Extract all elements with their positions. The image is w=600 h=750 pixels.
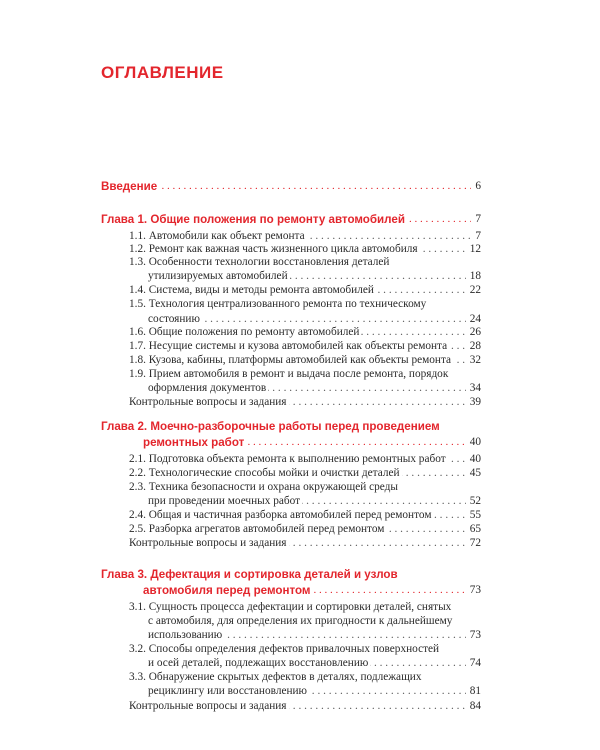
toc-item-label: 3.2. Способы определения дефектов привалочных поверхностей xyxy=(129,643,440,655)
toc-item-label: 1.4. Система, виды и методы ремонта автомобилей xyxy=(129,284,374,296)
toc-item-label: 2.3. Техника безопасности и охрана окружающей среды xyxy=(129,481,398,493)
toc-intro-label: Введение xyxy=(101,180,158,193)
page-title: ОГЛАВЛЕНИЕ xyxy=(101,63,224,82)
toc-item-line1 xyxy=(129,297,481,311)
page-number: 39 xyxy=(466,395,481,409)
toc-chapter-3[interactable] xyxy=(143,583,481,598)
toc-item-label: 1.6. Общие положения по ремонту автомобилей xyxy=(129,326,360,338)
page-number: 40 xyxy=(466,435,481,450)
page-number: 32 xyxy=(466,353,481,367)
toc-item-label: 3.1. Сущность процесса дефектации и сортировки деталей, снятых xyxy=(129,601,452,613)
toc-item[interactable] xyxy=(129,283,481,297)
toc-item-line2 xyxy=(148,614,481,628)
toc-intro[interactable] xyxy=(101,179,481,194)
toc-item[interactable] xyxy=(148,312,481,326)
toc-questions[interactable] xyxy=(129,699,481,713)
page-number: 12 xyxy=(466,242,481,256)
toc-item[interactable] xyxy=(129,522,481,536)
toc-questions-label: Контрольные вопросы и задания xyxy=(129,700,287,712)
toc-item-label: 1.1. Автомобили как объект ремонта xyxy=(129,230,305,242)
chapter-1-title: Глава 1. Общие положения по ремонту автомобилей xyxy=(101,213,405,226)
toc-item[interactable] xyxy=(148,684,481,698)
toc-chapter-1[interactable] xyxy=(101,212,481,227)
page-number: 52 xyxy=(466,494,481,508)
page-number: 45 xyxy=(466,466,481,480)
toc-item[interactable] xyxy=(148,656,481,670)
toc-item[interactable] xyxy=(148,494,481,508)
page-number: 74 xyxy=(466,656,481,670)
toc-item-line1 xyxy=(129,255,481,269)
page-number: 55 xyxy=(466,508,481,522)
toc-item[interactable] xyxy=(129,229,481,243)
toc-item-label: 2.5. Разборка агрегатов автомобилей перед ремонтом xyxy=(129,523,385,535)
page-number: 73 xyxy=(466,628,481,642)
toc-item[interactable] xyxy=(129,466,481,480)
toc-chapter-2-line1[interactable] xyxy=(101,419,481,434)
toc-questions[interactable] xyxy=(129,536,481,550)
toc-item[interactable] xyxy=(129,353,481,367)
toc-chapter-2[interactable] xyxy=(143,435,481,450)
page-number: 72 xyxy=(466,536,481,550)
chapter-2-title-cont: ремонтных работ xyxy=(143,436,245,449)
page-number: 7 xyxy=(471,229,481,243)
toc-item-label: рециклингу или восстановлению xyxy=(148,685,307,697)
toc-item-label: состоянию xyxy=(148,313,200,325)
page-number: 65 xyxy=(466,522,481,536)
toc-item-label: 1.3. Особенности технологии восстановления деталей xyxy=(129,256,390,268)
toc-item[interactable] xyxy=(129,339,481,353)
page-number: 40 xyxy=(466,452,481,466)
toc-item-label: при проведении моечных работ xyxy=(148,495,301,507)
toc-item[interactable] xyxy=(129,325,481,339)
toc-item[interactable] xyxy=(148,381,481,395)
toc-item-line1 xyxy=(129,642,481,656)
page-number: 18 xyxy=(466,269,481,283)
toc-item-line1 xyxy=(129,480,481,494)
toc-item-line1 xyxy=(129,670,481,684)
toc-item-label: 2.4. Общая и частичная разборка автомобилей перед ремонтом xyxy=(129,509,432,521)
chapter-3-title-cont: автомобиля перед ремонтом xyxy=(143,584,311,597)
toc-item-label: с автомобиля, для определения их пригодности к дальнейшему xyxy=(148,615,453,627)
toc-questions[interactable] xyxy=(129,395,481,409)
toc-item-label: 3.3. Обнаружение скрытых дефектов в деталях, подлежащих xyxy=(129,671,422,683)
page-number: 24 xyxy=(466,312,481,326)
toc-item-label: использованию xyxy=(148,629,223,641)
toc-item-label: утилизируемых автомобилей xyxy=(148,270,288,282)
toc-item[interactable] xyxy=(129,242,481,256)
toc-item-label: 2.2. Технологические способы мойки и очистки деталей xyxy=(129,467,400,479)
toc-questions-label: Контрольные вопросы и задания xyxy=(129,396,287,408)
chapter-2-title: Глава 2. Моечно-разборочные работы перед проведением xyxy=(101,420,440,433)
toc-questions-label: Контрольные вопросы и задания xyxy=(129,537,287,549)
toc-item-label: 1.5. Технология централизованного ремонта по техническому xyxy=(129,298,427,310)
toc-item-label: оформления документов xyxy=(148,382,267,394)
page-number: 7 xyxy=(471,212,481,227)
toc-item-label: 1.8. Кузова, кабины, платформы автомобилей как объекты ремонта xyxy=(129,354,452,366)
page-number: 81 xyxy=(466,684,481,698)
toc-item-label: 2.1. Подготовка объекта ремонта к выполнению ремонтных работ xyxy=(129,453,446,465)
toc-chapter-3-line1[interactable] xyxy=(101,567,481,582)
toc-item-line1 xyxy=(129,367,481,381)
page-number: 6 xyxy=(471,179,481,194)
page-number: 73 xyxy=(466,583,481,598)
page-number: 34 xyxy=(466,381,481,395)
toc-item[interactable] xyxy=(148,628,481,642)
toc-item[interactable] xyxy=(148,269,481,283)
chapter-3-title: Глава 3. Дефектация и сортировка деталей и узлов xyxy=(101,568,398,581)
toc-item[interactable] xyxy=(129,452,481,466)
page-number: 22 xyxy=(466,283,481,297)
page-number: 84 xyxy=(466,699,481,713)
toc-item-label: и осей деталей, подлежащих восстановлению xyxy=(148,657,369,669)
toc-item[interactable] xyxy=(129,508,481,522)
page-number: 28 xyxy=(466,339,481,353)
toc-item-label: 1.7. Несущие системы и кузова автомобилей как объекты ремонта xyxy=(129,340,448,352)
toc-item-label: 1.2. Ремонт как важная часть жизненного цикла автомобиля xyxy=(129,243,418,255)
toc-item-label: 1.9. Прием автомобиля в ремонт и выдача после ремонта, порядок xyxy=(129,368,449,380)
page-number: 26 xyxy=(466,325,481,339)
toc-item-line1 xyxy=(129,600,481,614)
